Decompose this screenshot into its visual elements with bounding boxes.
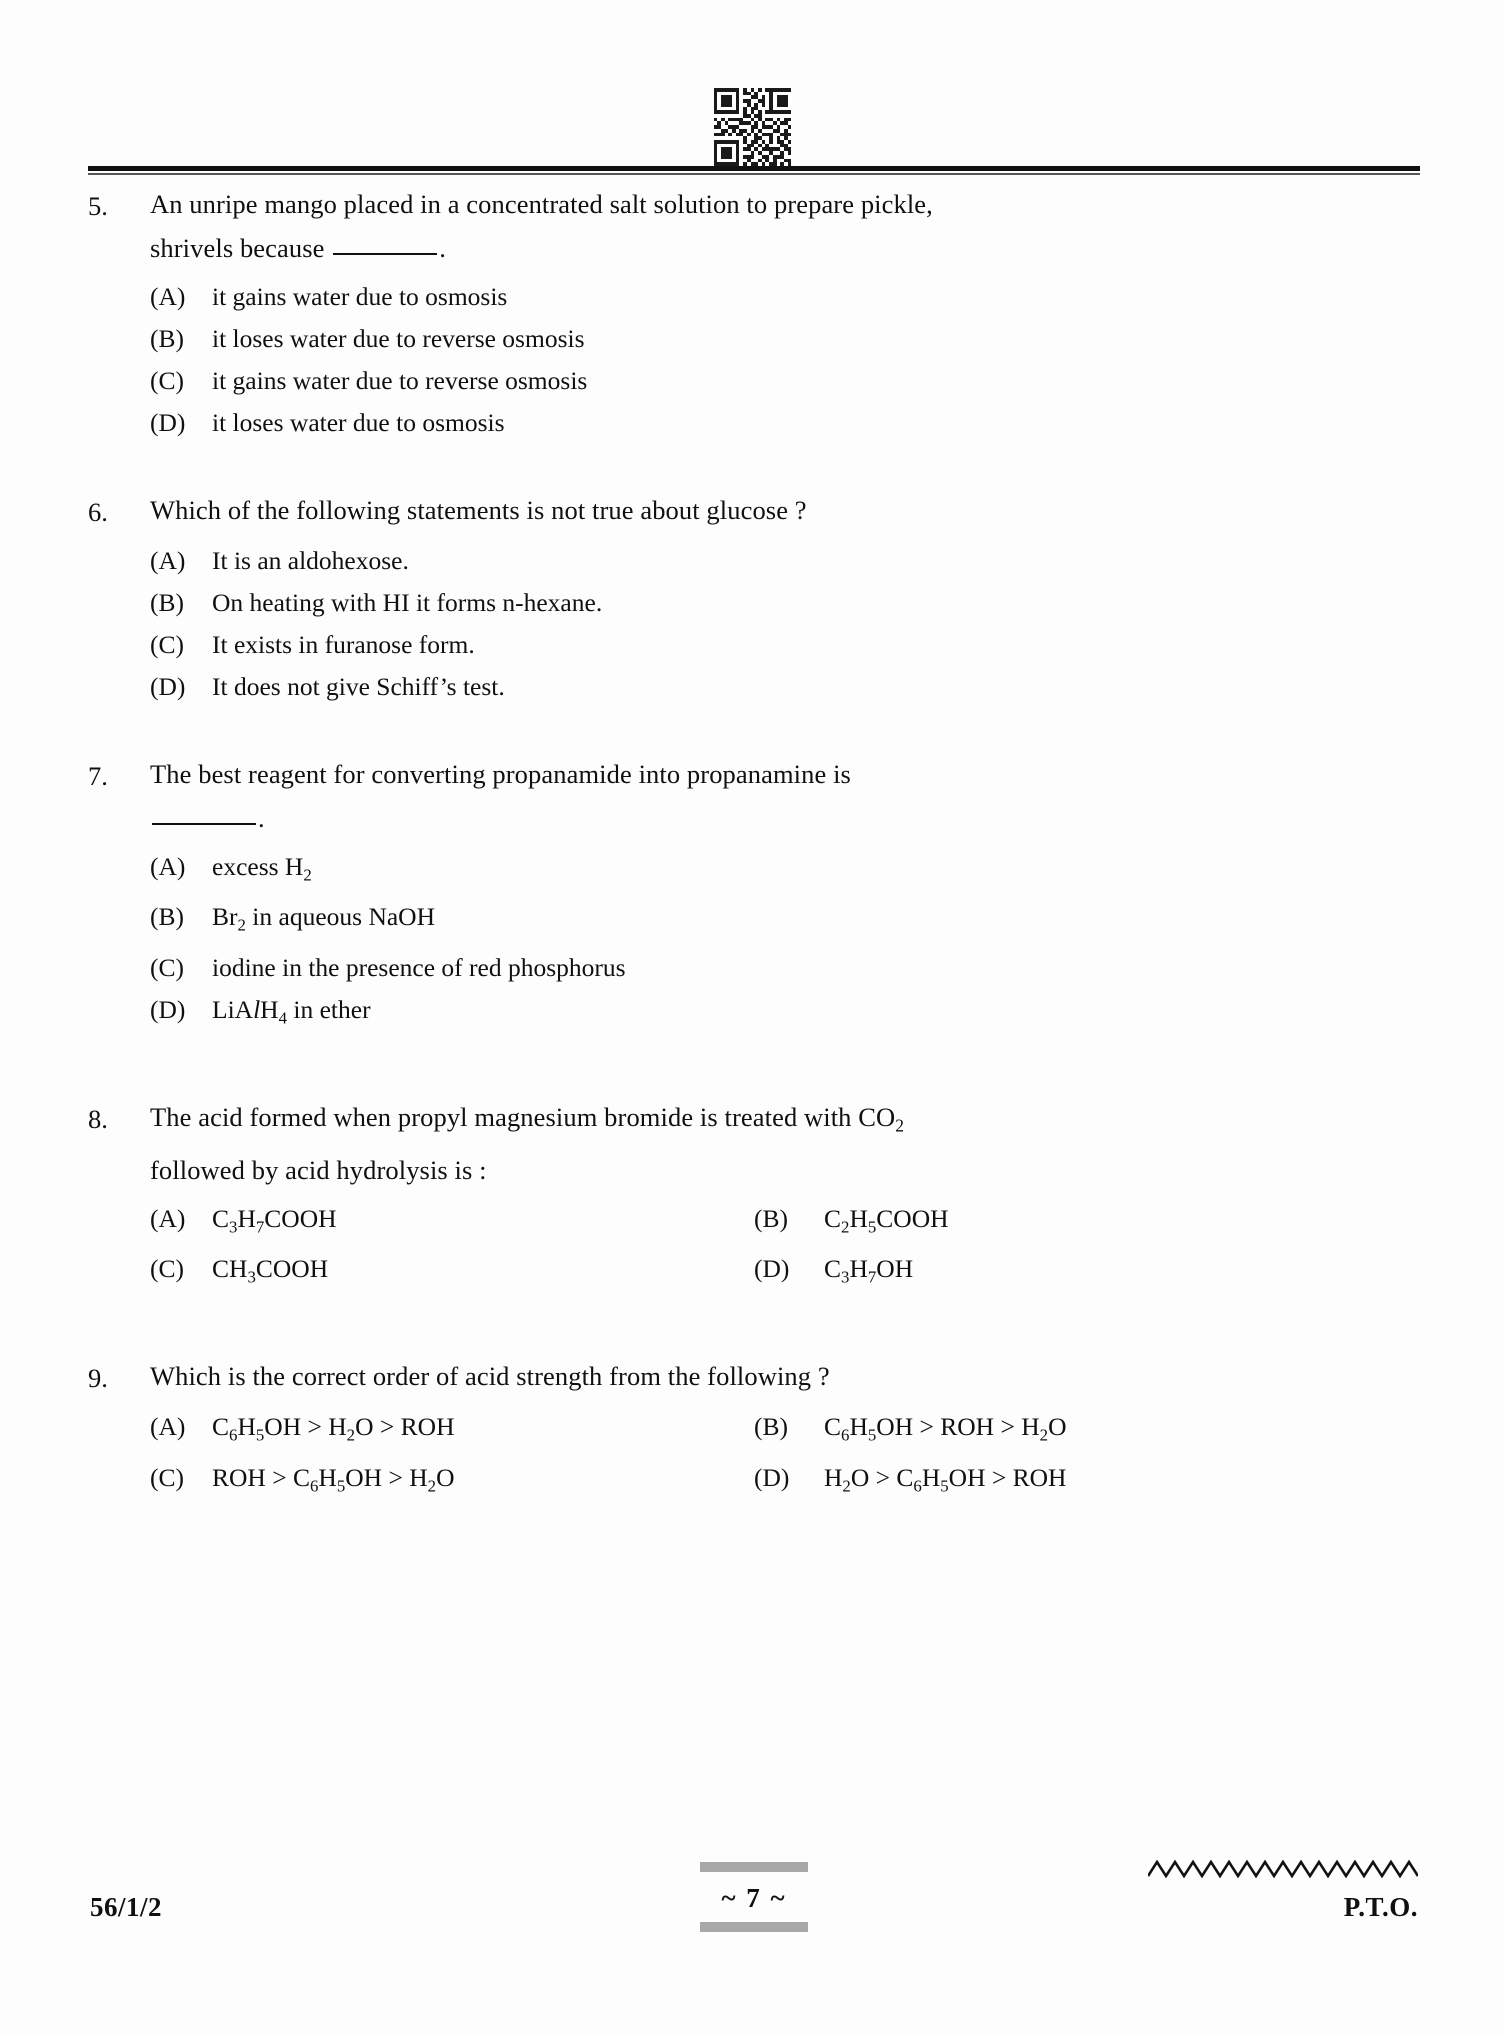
question-6-number: 6. (88, 497, 108, 527)
option-text: $C_2H_5COOH$ (824, 1203, 949, 1237)
option-label: (A) (150, 1412, 186, 1442)
question-8-subscript: 2 (895, 1115, 905, 1136)
question-5-option-c[interactable] (88, 360, 587, 402)
option-row (88, 896, 1420, 946)
option-text: it loses water due to osmosis (212, 408, 505, 437)
option-row (88, 402, 1420, 444)
question-8-stem-line1 (150, 1095, 1420, 1148)
option-label: (C) (150, 366, 184, 395)
option-row (88, 1457, 1420, 1507)
page-number-bar-bottom (700, 1922, 808, 1932)
question-7-options (88, 846, 1420, 1039)
page-footer (88, 1858, 1420, 1968)
question-8-option-d[interactable] (754, 1248, 1420, 1298)
question-5-text (150, 182, 1420, 270)
question-8-stem-line1-text: The acid formed when propyl magnesium bromide is treated with CO (150, 1102, 896, 1133)
option-text: LiAlH$_4$ in ether (212, 994, 371, 1028)
option-row (88, 276, 1420, 318)
header-rule-thin (88, 173, 1420, 175)
option-text: $C_3H_7COOH$ (212, 1203, 337, 1237)
question-6-option-a[interactable] (88, 540, 409, 582)
option-label: (B) (150, 588, 184, 617)
page-number-box (700, 1862, 808, 1932)
qr-code-icon (714, 88, 792, 166)
question-6-options (88, 540, 1420, 708)
question-5-number: 5. (88, 191, 108, 221)
option-label: (C) (150, 1462, 184, 1492)
question-9-option-b[interactable] (754, 1406, 1420, 1456)
question-7-blank (152, 823, 256, 825)
option-text: it gains water due to osmosis (212, 282, 508, 311)
question-8 (88, 1095, 1420, 1298)
question-6-option-c[interactable] (88, 624, 475, 666)
option-row (88, 540, 1420, 582)
question-5-stem-line2: shrivels because (150, 233, 325, 263)
question-7 (88, 752, 1420, 1039)
option-label: (A) (150, 1203, 186, 1233)
question-9-option-d[interactable] (754, 1457, 1420, 1507)
question-5-options (88, 276, 1420, 444)
page-number: ~ 7 ~ (721, 1883, 787, 1913)
question-7-option-c[interactable] (88, 947, 626, 989)
option-row (88, 582, 1420, 624)
option-row (88, 1198, 1420, 1248)
option-label: (C) (150, 630, 184, 659)
option-text: $CH_3COOH$ (212, 1254, 329, 1287)
question-8-stem-line2: followed by acid hydrolysis is : (150, 1154, 487, 1185)
question-5-stem-line1: An unripe mango placed in a concentrated salt solution to prepare pickle, (150, 189, 933, 219)
option-row (88, 666, 1420, 708)
question-5-period: . (439, 233, 446, 263)
questions-container (88, 182, 1420, 1507)
option-text: It is an aldohexose. (212, 546, 409, 575)
option-row (88, 624, 1420, 666)
option-text: excess $H_2$ (212, 852, 312, 885)
option-text: $Br_2$ in aqueous NaOH (212, 902, 436, 935)
question-5-option-d[interactable] (88, 402, 505, 444)
question-7-text (150, 752, 1420, 840)
question-6-option-d[interactable] (88, 666, 505, 708)
option-text: $C_6H_5OH > H_2O$ > ROH (212, 1412, 455, 1445)
option-label: (C) (150, 952, 184, 982)
option-text: It exists in furanose form. (212, 630, 475, 659)
option-text: $C_6H_5OH$ > ROH > $H_2O$ (824, 1412, 1067, 1445)
question-9-option-c[interactable] (88, 1457, 754, 1507)
header-rule-thick (88, 166, 1420, 171)
zigzag-divider-icon (1148, 1858, 1418, 1880)
question-8-number: 8. (88, 1104, 108, 1135)
spacer (88, 708, 1420, 752)
question-8-option-a[interactable] (88, 1198, 754, 1248)
option-label: (B) (754, 1412, 788, 1442)
question-9-options (88, 1406, 1420, 1507)
option-label: (D) (754, 1254, 790, 1284)
spacer (88, 1298, 1420, 1354)
page-number-bar-top (700, 1862, 808, 1872)
question-6-option-b[interactable] (88, 582, 602, 624)
option-text: $H_2O > C_6H_5OH$ > ROH (824, 1462, 1067, 1496)
option-row (88, 360, 1420, 402)
option-label: (D) (150, 672, 186, 701)
option-label: (B) (150, 902, 184, 932)
question-5-option-a[interactable] (88, 276, 507, 318)
pto-label: P.T.O. (1343, 1892, 1418, 1922)
option-row (88, 1248, 1420, 1298)
option-row (88, 947, 1420, 989)
question-9-text: Which is the correct order of acid strength from the following ? (150, 1361, 830, 1392)
option-text: ROH > $C_6H_5OH > H_2O$ (212, 1462, 455, 1496)
spacer (88, 444, 1420, 488)
spacer (88, 1039, 1420, 1095)
question-8-options (88, 1198, 1420, 1299)
question-9-option-a[interactable] (88, 1406, 754, 1456)
question-7-stem-line1: The best reagent for converting propanamide into propanamine is (150, 759, 851, 789)
option-label: (C) (150, 1254, 184, 1284)
option-label: (B) (754, 1203, 788, 1233)
option-label: (D) (754, 1462, 790, 1492)
question-6-text: Which of the following statements is not true about glucose ? (150, 495, 807, 525)
option-row (88, 1406, 1420, 1456)
question-7-number: 7. (88, 761, 108, 791)
option-label: (A) (150, 546, 186, 575)
question-5-blank (333, 253, 437, 255)
question-7-option-d[interactable] (88, 989, 371, 1039)
option-label: (D) (150, 408, 186, 437)
question-8-text (150, 1095, 1420, 1192)
question-7-period: . (258, 803, 265, 833)
option-label: (D) (150, 994, 186, 1024)
option-row (88, 989, 1420, 1039)
question-5-option-b[interactable] (88, 318, 585, 360)
option-row (88, 318, 1420, 360)
question-9 (88, 1354, 1420, 1507)
question-6 (88, 488, 1420, 708)
option-text: it loses water due to reverse osmosis (212, 324, 585, 353)
option-label: (B) (150, 324, 184, 353)
option-text: iodine in the presence of red phosphorus (212, 952, 626, 982)
question-7-option-a[interactable] (88, 846, 312, 896)
option-label: (A) (150, 852, 186, 881)
option-text: On heating with HI it forms n-hexane. (212, 588, 603, 617)
option-text: $C_3H_7OH$ (824, 1254, 914, 1287)
question-9-number: 9. (88, 1363, 108, 1394)
option-text: it gains water due to reverse osmosis (212, 366, 588, 395)
option-text: It does not give Schiff’s test. (212, 672, 505, 701)
option-label: (A) (150, 282, 186, 311)
qr-code-container (0, 88, 1505, 166)
question-7-option-b[interactable] (88, 896, 435, 946)
option-row (88, 846, 1420, 896)
question-8-option-c[interactable] (88, 1248, 754, 1298)
question-8-option-b[interactable] (754, 1198, 1420, 1248)
paper-code: 56/1/2 (90, 1892, 163, 1922)
question-5 (88, 182, 1420, 444)
